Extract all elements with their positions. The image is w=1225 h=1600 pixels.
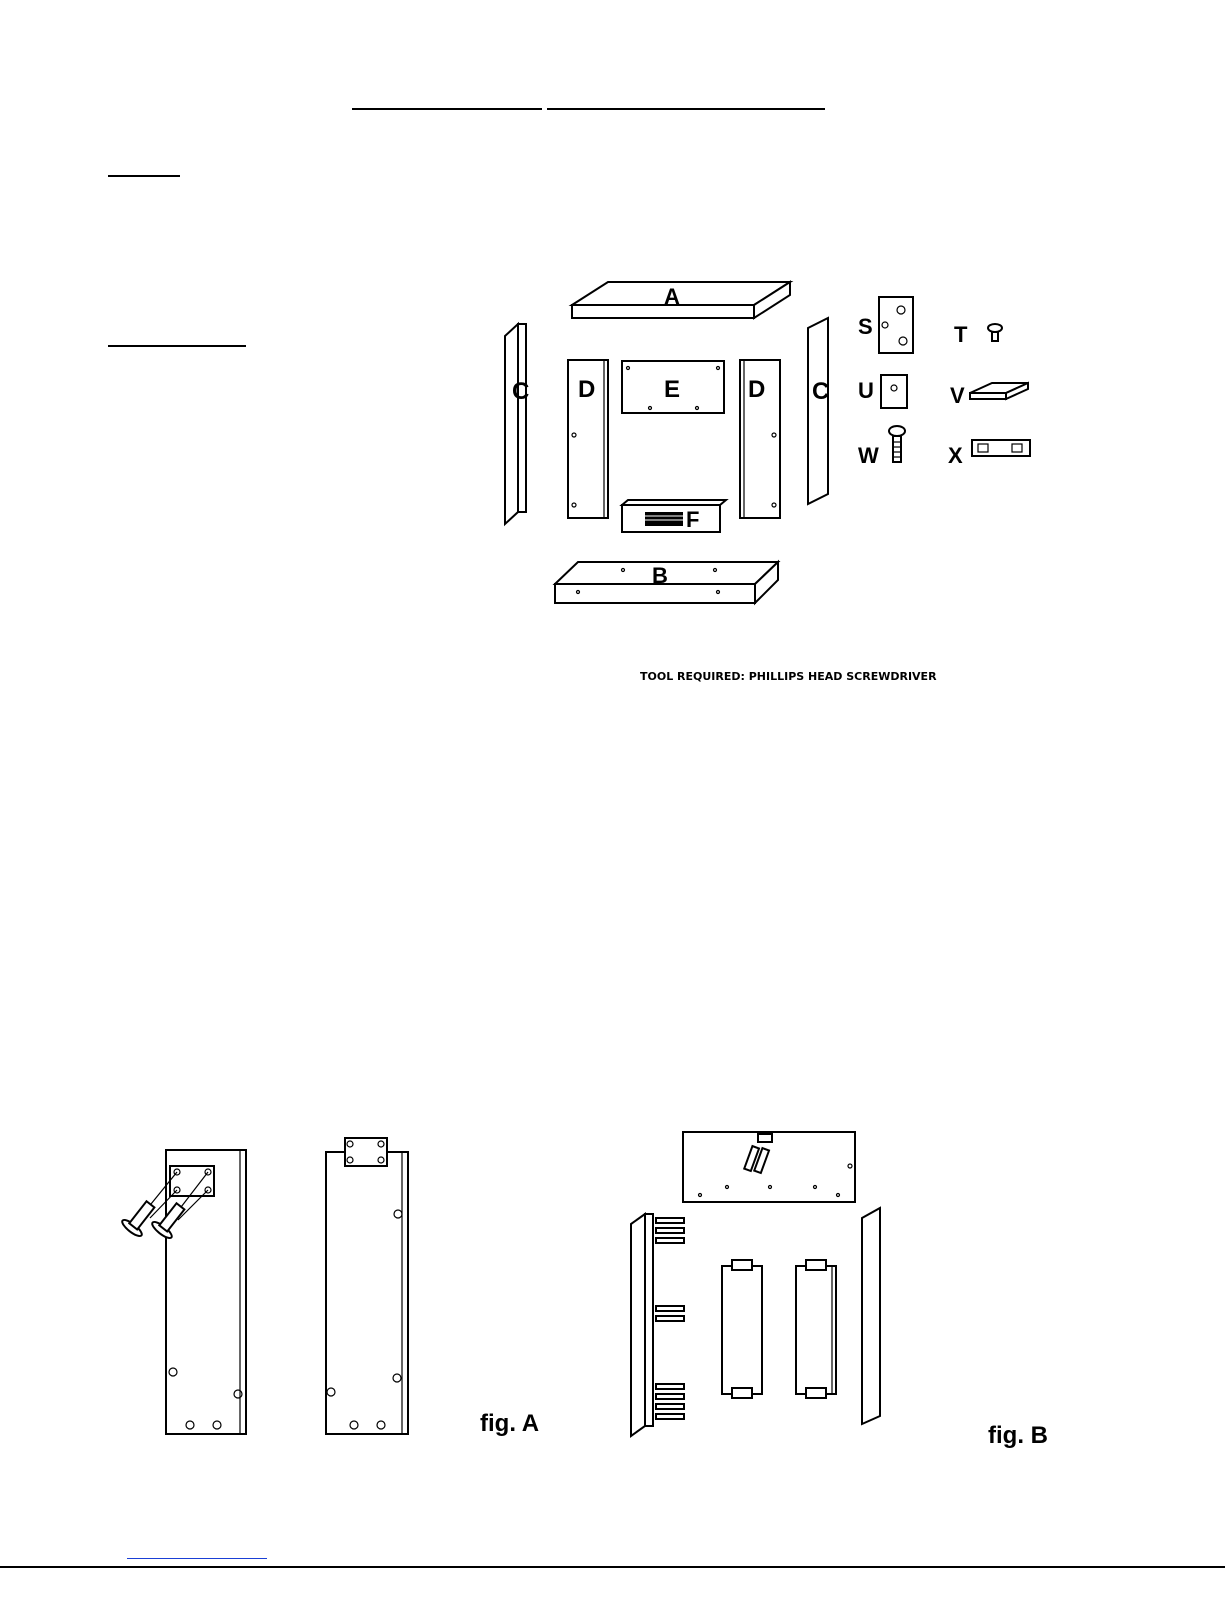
- footer-rule: [0, 1566, 1225, 1568]
- figure-a-caption: fig. A: [480, 1410, 540, 1437]
- label-part-a: A: [664, 284, 680, 309]
- part-s-drawing: [879, 297, 913, 353]
- label-part-w: W: [858, 443, 879, 468]
- label-part-x: X: [948, 443, 963, 468]
- part-t-drawing: [988, 324, 1002, 341]
- tool-required-note: TOOL REQUIRED: PHILLIPS HEAD SCREWDRIVER: [640, 670, 937, 683]
- part-x-drawing: [972, 440, 1030, 456]
- bolt-group: [656, 1218, 684, 1419]
- label-part-u: U: [858, 378, 874, 403]
- part-c-left-drawing: [505, 324, 526, 524]
- label-part-v: V: [950, 383, 965, 408]
- part-f-drawing: [622, 500, 726, 532]
- part-a-drawing: [572, 282, 790, 318]
- label-part-d-left: D: [578, 376, 596, 403]
- label-part-d-right: D: [748, 376, 766, 403]
- part-v-drawing: [970, 383, 1028, 399]
- figure-b-caption: fig. B: [988, 1422, 1048, 1449]
- parts-diagram: [0, 0, 1225, 700]
- label-part-c-right: C: [812, 378, 830, 405]
- figure-b-drawing: [0, 1100, 1225, 1600]
- part-u-drawing: [881, 375, 907, 408]
- part-c-right-drawing: [808, 318, 828, 504]
- label-part-e: E: [664, 376, 681, 403]
- label-part-b: B: [652, 563, 668, 588]
- part-w-drawing: [889, 426, 905, 462]
- label-part-t: T: [954, 322, 968, 347]
- label-part-s: S: [858, 314, 873, 339]
- footer-link-underline[interactable]: [127, 1558, 267, 1559]
- label-part-c-left: C: [512, 378, 530, 405]
- label-part-f: F: [686, 507, 700, 532]
